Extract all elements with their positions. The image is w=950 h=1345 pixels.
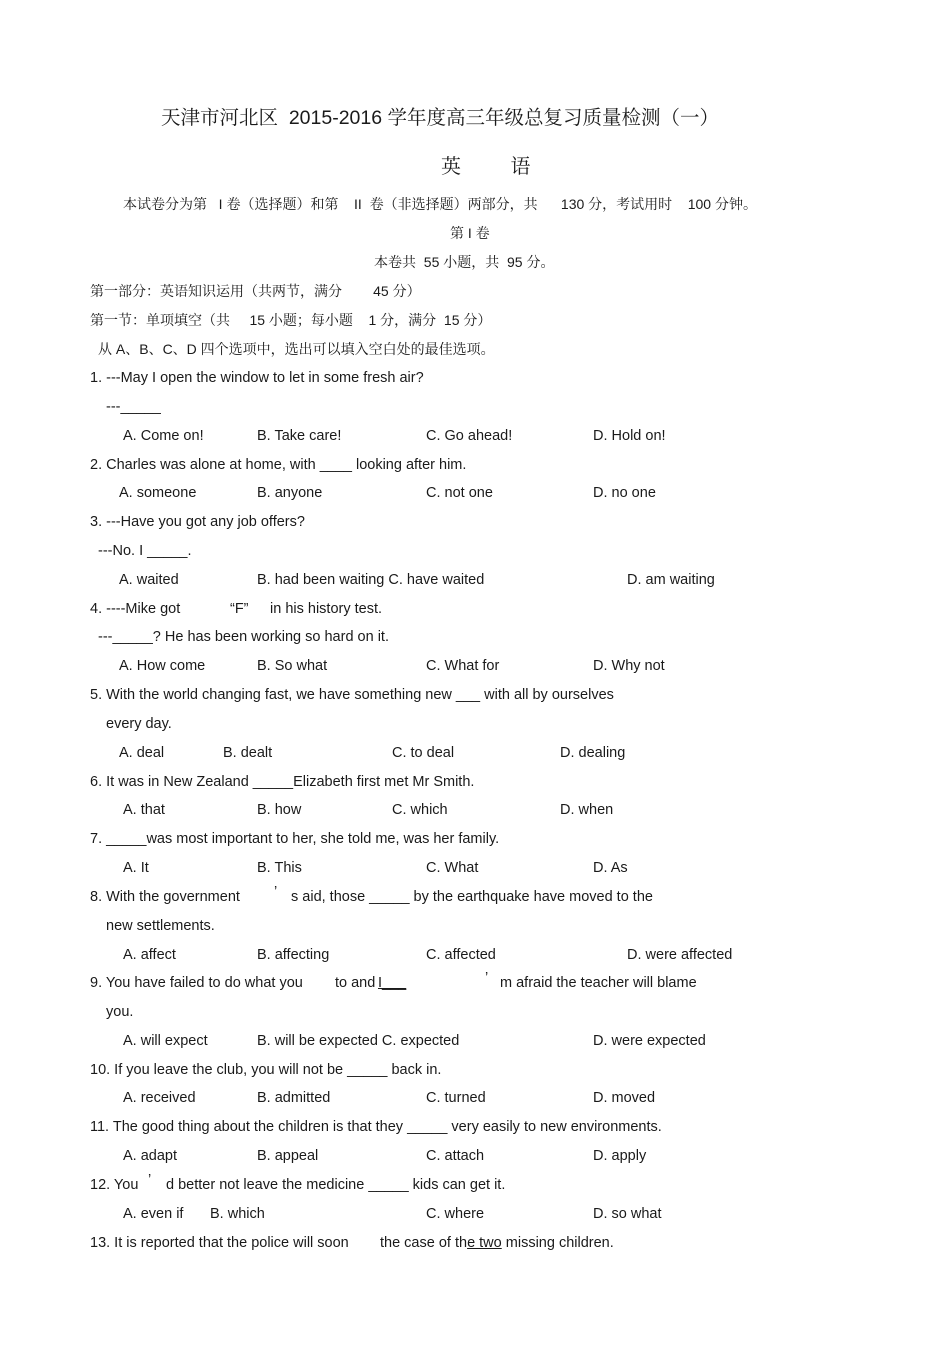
option-b-c: B. had been waiting C. have waited (257, 572, 485, 588)
option-b: B. which (210, 1206, 265, 1222)
apostrophe-mark: ’ (485, 970, 489, 986)
option-d: D. were expected (593, 1033, 706, 1049)
option-b: B. dealt (223, 745, 273, 761)
option-c: C. where (426, 1206, 485, 1222)
question-dialog-line: ---_____? He has been working so hard on it. (98, 629, 389, 645)
question-dialog-line: ---_____ (106, 399, 161, 415)
option-a: A. received (123, 1090, 196, 1106)
question-stem: 2. Charles was alone at home, with ____ looking after him. (90, 457, 467, 473)
option-d: D. so what (593, 1206, 662, 1222)
option-d: D. Why not (593, 658, 665, 674)
question-text-end: missing children. (501, 1235, 614, 1251)
question-stem-mid (380, 1234, 614, 1252)
option-a: A. adapt (123, 1148, 178, 1164)
option-c: C. not one (426, 485, 493, 501)
apostrophe-mark: ’ (274, 884, 278, 900)
question-stem: 4. ----Mike got (90, 601, 181, 617)
option-c: C. Go ahead! (426, 428, 513, 444)
option-d: D. moved (593, 1090, 656, 1106)
question-stem-end: s aid, those _____ by the earthquake have moved to the (291, 889, 653, 905)
question-stem: 3. ---Have you got any job offers? (90, 514, 305, 530)
question-stem: 11. The good thing about the children is that they _____ very easily to new environments. (90, 1119, 662, 1135)
option-c: C. to deal (392, 745, 455, 761)
option-a: A. someone (119, 485, 197, 501)
option-d: D. dealing (560, 745, 626, 761)
part-heading: 第一部分：英语知识运用（共两节，满分 45 分） (90, 283, 421, 299)
exam-intro: 本试卷分为第 I 卷（选择题）和第 II 卷（非选择题）两部分，共 130 分，考试用时 100 分钟。 (123, 196, 757, 212)
section-heading: 第一节：单项填空（共 15 小题；每小题 1 分，满分 15 分） (90, 312, 492, 328)
question-stem-end: in his history test. (270, 601, 383, 617)
instruction-text: 从 A、B、C、D 四个选项中，选出可以填入空白处的最佳选项。 (98, 341, 495, 357)
question-stem-end: m afraid the teacher will blame (500, 975, 697, 991)
question-stem-mid: to and (335, 975, 376, 991)
option-a: A. How come (119, 658, 206, 674)
option-c: C. which (392, 802, 448, 818)
question-stem: 10. If you leave the club, you will not be _____ back in. (90, 1062, 442, 1078)
option-a: A. waited (119, 572, 179, 588)
question-stem: 7. _____was most important to her, she told me, was her family. (90, 831, 500, 847)
option-b: B. Take care! (257, 428, 342, 444)
question-blank: I___ (378, 975, 407, 991)
option-a: A. even if (123, 1206, 184, 1222)
option-b: B. how (257, 802, 302, 818)
option-c: C. turned (426, 1090, 486, 1106)
option-d: D. As (593, 860, 628, 876)
volume-info: 本卷共 55 小题，共 95 分。 (374, 254, 555, 270)
option-b: B. admitted (257, 1090, 331, 1106)
question-stem-continued: new settlements. (106, 918, 215, 934)
question-stem: 5. With the world changing fast, we have something new ___ with all by ourselves (90, 687, 614, 703)
question-stem-end: d better not leave the medicine _____ kids can get it. (166, 1177, 506, 1193)
option-d: D. were affected (627, 947, 733, 963)
question-stem: 1. ---May I open the window to let in some fresh air? (90, 370, 424, 386)
option-a: A. It (123, 860, 149, 876)
option-a: A. Come on! (123, 428, 204, 444)
option-a: A. deal (119, 745, 165, 761)
option-d: D. am waiting (627, 572, 715, 588)
option-c: C. What (426, 860, 479, 876)
option-b: B. appeal (257, 1148, 319, 1164)
question-stem-continued: you. (106, 1004, 134, 1020)
question-stem: 6. It was in New Zealand _____Elizabeth first met Mr Smith. (90, 774, 475, 790)
volume-heading: 第 I 卷 (450, 225, 490, 241)
subject-title: 英 语 (441, 156, 553, 178)
option-b: B. This (257, 860, 302, 876)
option-b: B. anyone (257, 485, 323, 501)
question-stem: 9. You have failed to do what you (90, 975, 303, 991)
option-d: D. Hold on! (593, 428, 666, 444)
option-a: A. will expect (123, 1033, 208, 1049)
page-title: 天津市河北区 2015-2016 学年度高三年级总复习质量检测（一） (161, 107, 720, 129)
option-d: D. no one (593, 485, 656, 501)
option-c: C. affected (426, 947, 496, 963)
option-b-c: B. will be expected C. expected (257, 1033, 460, 1049)
underlined-text: e two (467, 1235, 502, 1251)
question-dialog-line: ---No. I _____. (98, 543, 192, 559)
option-c: C. attach (426, 1148, 485, 1164)
apostrophe-mark: ’ (148, 1172, 152, 1188)
option-b: B. affecting (257, 947, 330, 963)
option-b: B. So what (257, 658, 328, 674)
option-d: D. when (560, 802, 614, 818)
question-stem: 8. With the government (90, 889, 240, 905)
question-text: the case of th (380, 1235, 468, 1251)
option-a: A. that (123, 802, 165, 818)
question-stem: 13. It is reported that the police will soon (90, 1235, 349, 1251)
question-stem-continued: every day. (106, 716, 172, 732)
question-stem-quote: “F” (230, 601, 249, 617)
question-stem: 12. You (90, 1177, 139, 1193)
option-d: D. apply (593, 1148, 647, 1164)
option-a: A. affect (123, 947, 176, 963)
option-c: C. What for (426, 658, 500, 674)
